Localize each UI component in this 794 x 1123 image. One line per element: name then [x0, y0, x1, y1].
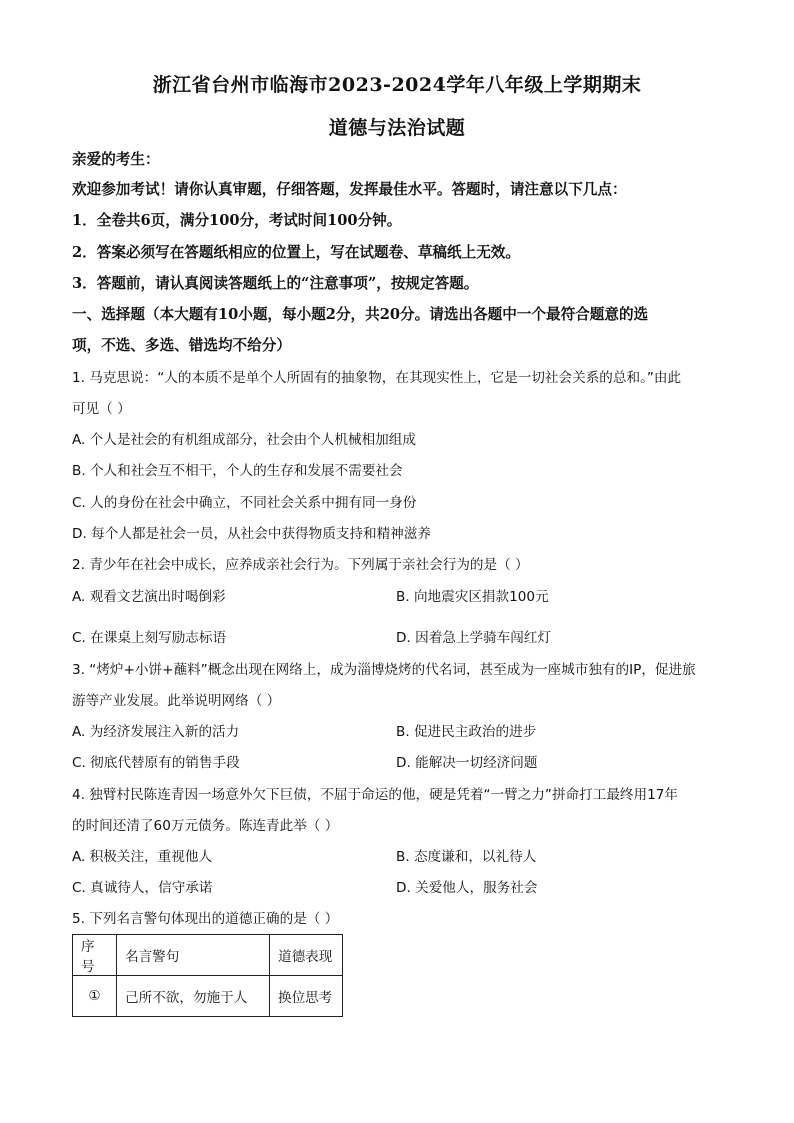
q2-option-b: B. 向地震灾区捐款100元	[396, 589, 549, 605]
section-heading: 一、选择题（本大题有10小题，每小题2分，共20分。请选出各题中一个最符合题意的选	[72, 306, 649, 323]
q1-option-a: A. 个人是社会的有机组成部分，社会由个人机械相加组成	[72, 432, 416, 448]
section-heading-cont: 项，不选、多选、错选均不给分）	[72, 337, 291, 354]
q1-stem: 1. 马克思说：“人的本质不是单个人所固有的抽象物，在其现实性上，它是一切社会关系的总和。”由此	[72, 370, 682, 386]
q4-option-d: D. 关爱他人，服务社会	[396, 880, 538, 896]
table-row	[73, 976, 343, 1017]
q2-option-c: C. 在课桌上刻写励志标语	[72, 630, 227, 646]
q1-stem-cont: 可见（ ）	[72, 401, 131, 417]
q2-option-a: A. 观看文艺演出时喝倒彩	[72, 589, 226, 605]
q1-option-c: C. 人的身份在社会中确立，不同社会关系中拥有同一身份	[72, 495, 417, 511]
q2-option-d: D. 因着急上学骑车闯红灯	[396, 630, 552, 646]
note-3: 3．答题前，请认真阅读答题纸上的“注意事项”，按规定答题。	[72, 275, 479, 292]
note-2: 2．答案必须写在答题纸相应的位置上，写在试题卷、草稿纸上无效。	[72, 244, 520, 261]
q1-option-b: B. 个人和社会互不相干，个人的生存和发展不需要社会	[72, 463, 403, 479]
table-cell: 换位思考	[270, 976, 343, 1017]
table-header-cell: 名言警句	[117, 935, 270, 976]
q4-stem-cont: 的时间还清了60万元债务。陈连青此举（ ）	[72, 818, 339, 834]
q4-option-b: B. 态度谦和，以礼待人	[396, 849, 537, 865]
q3-option-a: A. 为经济发展注入新的活力	[72, 724, 240, 740]
table-header-cell: 道德表现	[270, 935, 343, 976]
q4-option-c: C. 真诚待人，信守承诺	[72, 880, 213, 896]
q2-stem: 2. 青少年在社会中成长，应养成亲社会行为。下列属于亲社会行为的是（ ）	[72, 557, 529, 573]
q3-option-c: C. 彻底代替原有的销售手段	[72, 755, 240, 771]
q1-option-d: D. 每个人都是社会一员，从社会中获得物质支持和精神滋养	[72, 526, 431, 542]
quote-table	[72, 934, 343, 1017]
q3-option-b: B. 促进民主政治的进步	[396, 724, 537, 740]
note-1: 1．全卷共6页，满分100分，考试时间100分钟。	[72, 212, 402, 229]
table-header-row	[73, 935, 343, 976]
table-cell: 己所不欲，勿施于人	[117, 976, 270, 1017]
welcome-text: 欢迎参加考试！请你认真审题，仔细答题，发挥最佳水平。答题时，请注意以下几点：	[72, 181, 627, 198]
table-header-cell: 序号	[73, 935, 117, 976]
table-cell: ①	[73, 976, 117, 1017]
exam-title: 浙江省台州市临海市2023-2024学年八年级上学期期末	[152, 74, 642, 96]
q4-stem: 4. 独臂村民陈连青因一场意外欠下巨债，不屈于命运的他，硬是凭着“一臂之力”拼命打工最终用17年	[72, 787, 679, 803]
exam-subject-title: 道德与法治试题	[328, 117, 466, 139]
greeting: 亲爱的考生：	[72, 151, 160, 168]
q4-option-a: A. 积极关注，重视他人	[72, 849, 213, 865]
q3-option-d: D. 能解决一切经济问题	[396, 755, 538, 771]
q3-stem: 3. “烤炉+小饼+蘸料”概念出现在网络上，成为淄博烧烤的代名词，甚至成为一座城市独有的IP，促进旅	[72, 662, 696, 678]
q5-stem: 5. 下列名言警句体现出的道德正确的是（ ）	[72, 911, 339, 927]
q3-stem-cont: 游等产业发展。此举说明网络（ ）	[72, 693, 281, 709]
